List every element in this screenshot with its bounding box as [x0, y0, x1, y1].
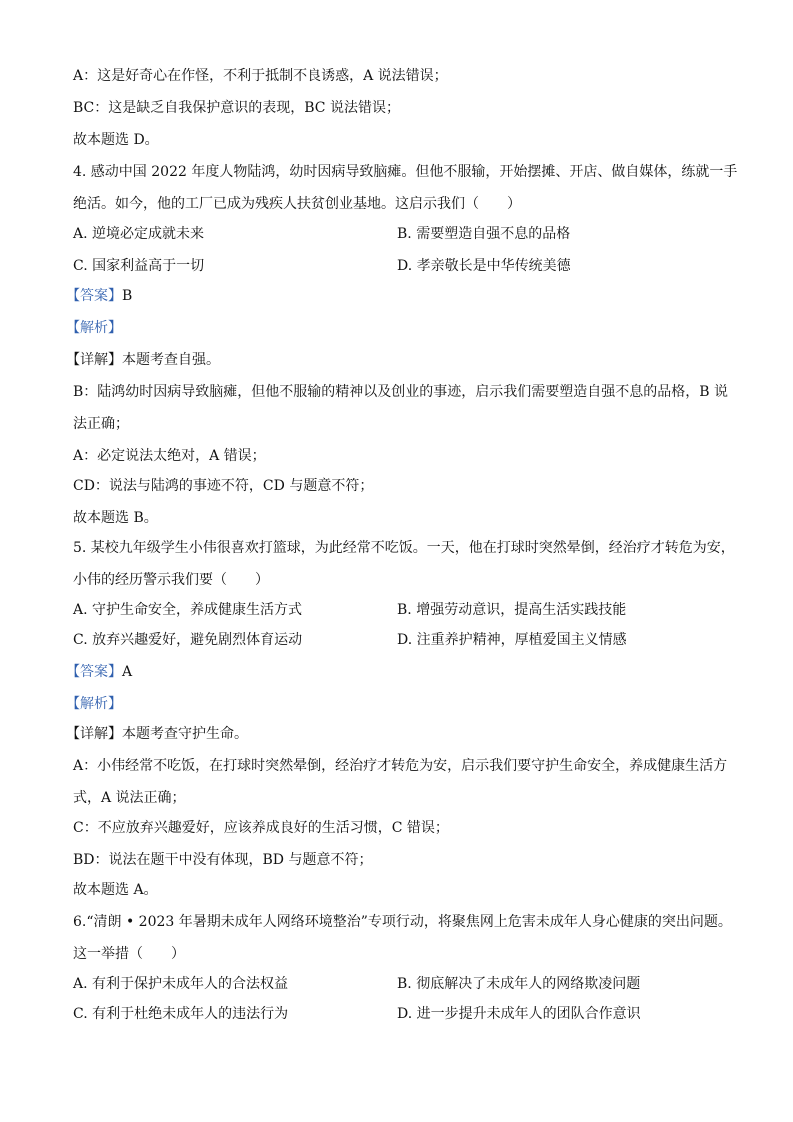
- q4-option-a: A. 逆境必定成就未来: [73, 226, 205, 242]
- answer-tag: 【答案】: [66, 664, 122, 680]
- q4-analysis-tag: 【解析】: [66, 320, 122, 336]
- q5-option-c: C. 放弃兴趣爱好，避免剧烈体育运动: [73, 632, 303, 648]
- q4-detail: 【详解】本题考查自强。: [66, 352, 220, 368]
- q4-explanation-line: B：陆鸿幼时因病导致脑瘫，但他不服输的精神以及创业的事迹，启示我们需要塑造自强不息的品格，B 说: [73, 384, 729, 400]
- q6-option-b: B. 彻底解决了未成年人的网络欺凌问题: [397, 976, 641, 992]
- q6-option-d: D. 进一步提升未成年人的团队合作意识: [397, 1006, 641, 1022]
- text-line: BC：这是缺乏自我保护意识的表现，BC 说法错误；: [73, 100, 400, 116]
- q5-stem-line2: 小伟的经历警示我们要（ ）: [73, 572, 269, 588]
- q6-stem-line2: 这一举措（ ）: [73, 946, 185, 962]
- answer-value: A: [122, 664, 133, 680]
- q4-explanation-line: 故本题选 B。: [73, 510, 158, 526]
- q4-option-c: C. 国家利益高于一切: [73, 258, 205, 274]
- answer-value: B: [122, 288, 133, 304]
- q4-option-d: D. 孝亲敬长是中华传统美德: [397, 258, 571, 274]
- q4-option-b: B. 需要塑造自强不息的品格: [397, 226, 571, 242]
- text-line: A：这是好奇心在作怪，不利于抵制不良诱惑，A 说法错误；: [73, 68, 448, 84]
- q5-option-b: B. 增强劳动意识，提高生活实践技能: [397, 602, 627, 618]
- q4-explanation-line: CD：说法与陆鸿的事迹不符，CD 与题意不符；: [73, 478, 374, 494]
- q6-option-c: C. 有利于杜绝未成年人的违法行为: [73, 1006, 289, 1022]
- q5-explanation-line: A：小伟经常不吃饭，在打球时突然晕倒，经治疗才转危为安，启示我们要守护生命安全，养成健康生活方: [73, 758, 728, 774]
- q5-explanation-line: C：不应放弃兴趣爱好，应该养成良好的生活习惯，C 错误；: [73, 820, 449, 836]
- q5-stem-line1: 5. 某校九年级学生小伟很喜欢打篮球，为此经常不吃饭。一天，他在打球时突然晕倒，经治疗才转危为安，: [73, 540, 735, 556]
- text-line: 故本题选 D。: [73, 132, 159, 148]
- q4-answer: [66, 286, 723, 306]
- q5-explanation-line: BD：说法在题干中没有体现，BD 与题意不符；: [73, 852, 373, 868]
- q5-option-a: A. 守护生命安全，养成健康生活方式: [73, 602, 303, 618]
- q5-answer: [66, 662, 723, 682]
- q5-option-d: D. 注重养护精神，厚植爱国主义情感: [397, 632, 627, 648]
- q4-stem-line2: 绝活。如今，他的工厂已成为残疾人扶贫创业基地。这启示我们（ ）: [73, 196, 521, 212]
- q5-explanation-line: 式，A 说法正确；: [73, 790, 186, 806]
- q4-explanation-line: 法正确；: [73, 416, 129, 432]
- q6-option-a: A. 有利于保护未成年人的合法权益: [73, 976, 289, 992]
- q5-analysis-tag: 【解析】: [66, 696, 122, 712]
- answer-tag: 【答案】: [66, 288, 122, 304]
- q4-explanation-line: A：必定说法太绝对，A 错误；: [73, 448, 266, 464]
- q6-stem-line1: 6.“清朗 • 2023 年暑期未成年人网络环境整治”专项行动，将聚焦网上危害未成年人身心健康的突出问题。: [73, 914, 732, 930]
- q5-detail: 【详解】本题考查守护生命。: [66, 726, 248, 742]
- q5-explanation-line: 故本题选 A。: [73, 882, 158, 898]
- q4-stem-line1: 4. 感动中国 2022 年度人物陆鸿，幼时因病导致脑瘫。但他不服输，开始摆摊、开店、做自媒体，练就一手: [73, 164, 738, 180]
